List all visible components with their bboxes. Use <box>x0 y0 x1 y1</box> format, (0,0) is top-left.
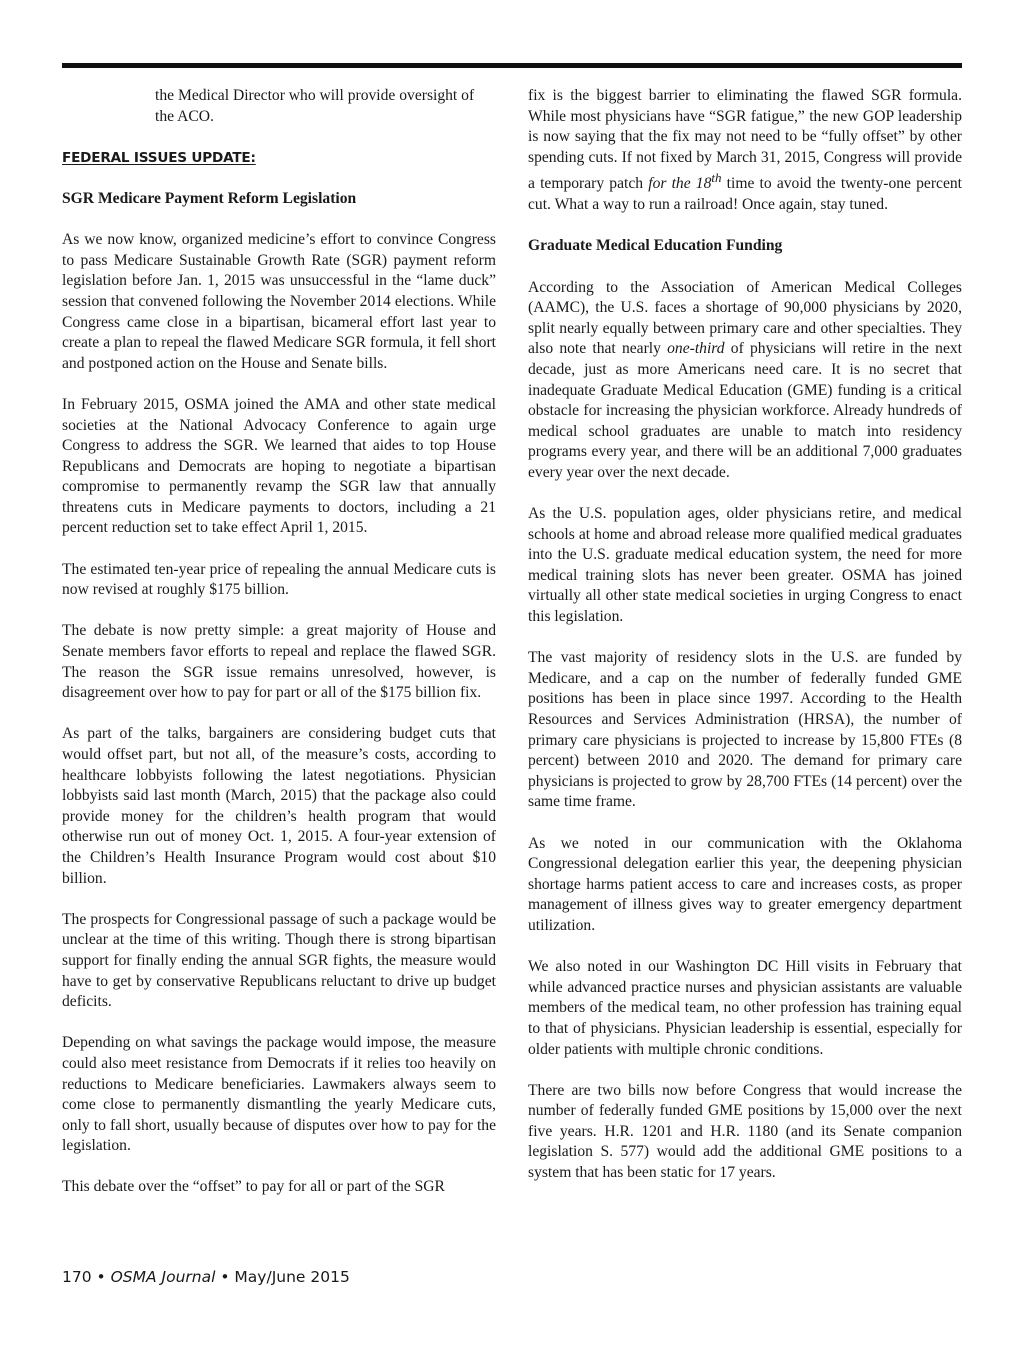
left-column <box>62 86 496 1198</box>
body-paragraph: The prospects for Congressional passage of such a package would be unclear at the time of this writing. Though there is strong bipartisan support for finally ending the annual SGR fights, the measure would have to get by conservative Republicans reluctant to drive up budget deficits. <box>62 910 496 1011</box>
body-paragraph: As we noted in our communication with the Oklahoma Congressional delegation earlier this year, the deepening physician shortage harms patient access to care and increases costs, as proper management of illness gives way to greater emergency department utilization. <box>528 834 962 934</box>
italic-text-run: for the 18 <box>648 175 712 193</box>
body-paragraph-continued: This debate over the “offset” to pay for all or part of the SGR <box>62 1178 445 1196</box>
journal-name: OSMA Journal <box>110 1268 216 1286</box>
body-paragraph: As the U.S. population ages, older physicians retire, and medical schools at home and abroad release more qualified medical graduates into the U.S. graduate medical education system, the need for more medical training slots has never been greater. OSMA has joined virtually all other state medical societies in urging Congress to enact this legislation. <box>528 505 962 626</box>
body-paragraph: The debate is now pretty simple: a great majority of House and Senate members favor efforts to repeal and replace the flawed SGR. The reason the SGR issue remains unresolved, however, is disagreement over how to pay for part or all of the $175 billion fix. <box>62 622 496 702</box>
body-paragraph: In February 2015, OSMA joined the AMA and other state medical societies at the National Advocacy Conference to again urge Congress to address the SGR. We learned that aides to top House Republicans and Democrats are hoping to negotiate a bipartisan compromise to permanently revamp the SGR law that annually threatens cuts in Medicare payments to doctors, including a 21 percent reduction set to take effect April 1, 2015. <box>62 395 496 537</box>
body-paragraph: Depending on what savings the package would impose, the measure could also meet resistance from Democrats if it relies too heavily on reductions to Medicare beneficiaries. Lawmakers always seem to come close to permanently dismantling the yearly Medicare cuts, only to fall short, usually because of disputes over how to pay for the legislation. <box>62 1034 496 1155</box>
gme-intro-paragraph <box>528 278 962 484</box>
text-run: fix is the biggest barrier to eliminating the flawed SGR formula. While most physicians have “SGR fatigue,” the new GOP leadership is now saying that the fix may not need to be “fully offset” by other spending cuts. If not fixed by March 31, 2015, Congress will provide a temporary patch <box>528 87 962 193</box>
right-column <box>528 86 962 1184</box>
body-paragraph: The vast majority of residency slots in the U.S. are funded by Medicare, and a cap on the number of federally funded GME positions has been in place since 1997. According to the Health Resources and Services Administration (HRSA), the number of primary care physicians is projected to increase by 15,800 FTEs (8 percent) between 2010 and 2020. The demand for primary care physicians is projected to grow by 28,700 FTEs (14 percent) over the same time frame. <box>528 649 962 811</box>
body-paragraph: The estimated ten-year price of repealing the annual Medicare cuts is now revised at roughly $175 billion. <box>62 560 496 599</box>
sgr-continuation-paragraph <box>528 86 962 216</box>
body-paragraph: As part of the talks, bargainers are considering budget cuts that would offset part, but not all, of the measure’s costs, according to healthcare lobbyists following the latest negotiations. Physician lobbyists said last month (March, 2015) that the package also could provide money for the children’s health program that would otherwise run out of money Oct. 1, 2015. A four-year extension of the Children’s Health Insurance Program would cost about $10 billion. <box>62 725 496 887</box>
ordinal-superscript: th <box>711 170 722 186</box>
footer-separator: • <box>215 1268 235 1286</box>
footer-separator: • <box>91 1268 111 1286</box>
text-run: According to the Association of American Medical Colleges (AAMC), the U.S. faces a shortage of 90,000 physicians by 2020, split nearly equally between primary care and other specialties. They also note that nearly <box>528 278 962 358</box>
page-number: 170 <box>62 1268 92 1286</box>
body-paragraph: There are two bills now before Congress that would increase the number of federally funded GME positions by 15,000 over the next five years. H.R. 1201 and H.R. 1180 (and its Senate companion legislation S. 577) would add the additional GME positions to a system that has been static for 17 years. <box>528 1081 962 1182</box>
body-paragraph: We also noted in our Washington DC Hill visits in February that while advanced practice nurses and physician assistants are valuable members of the medical team, no other profession has training equal to that of physicians. Physician leadership is essential, especially for older patients with multiple chronic conditions. <box>528 958 962 1058</box>
text-run: time to avoid the twenty-one percent cut. What a way to run a railroad! Once again, stay tuned. <box>528 175 963 214</box>
gme-subhead: Graduate Medical Education Funding <box>528 237 783 255</box>
sgr-subhead: SGR Medicare Payment Reform Legislation <box>62 189 357 207</box>
issue-date: May/June 2015 <box>234 1268 350 1286</box>
text-run: of physicians will retire in the next decade, just as more Americans need care. It is no secret that inadequate Graduate Medical Education (GME) funding is a critical obstacle for increasing the physician workforce. Already hundreds of medical school graduates are unable to match into residency programs every year, and there will be an additional 7,000 graduates every year over the next decade. <box>528 340 963 481</box>
page-footer <box>62 1268 350 1286</box>
intro-text: the Medical Director who will provide oversight of the ACO. <box>155 87 475 125</box>
top-rule <box>62 63 962 68</box>
section-label: FEDERAL ISSUES UPDATE: <box>62 149 256 166</box>
italic-text-run: one-third <box>667 340 725 358</box>
body-paragraph: As we now know, organized medicine’s effort to convince Congress to pass Medicare Sustainable Growth Rate (SGR) payment reform legislation before Jan. 1, 2015 was unsuccessful in the “lame duck” session that convened following the November 2014 elections. While Congress came close in a bipartisan, bicameral effort last year to create a plan to repeal the flawed Medicare SGR formula, it fell short and postponed action on the House and Senate bills. <box>62 231 496 372</box>
